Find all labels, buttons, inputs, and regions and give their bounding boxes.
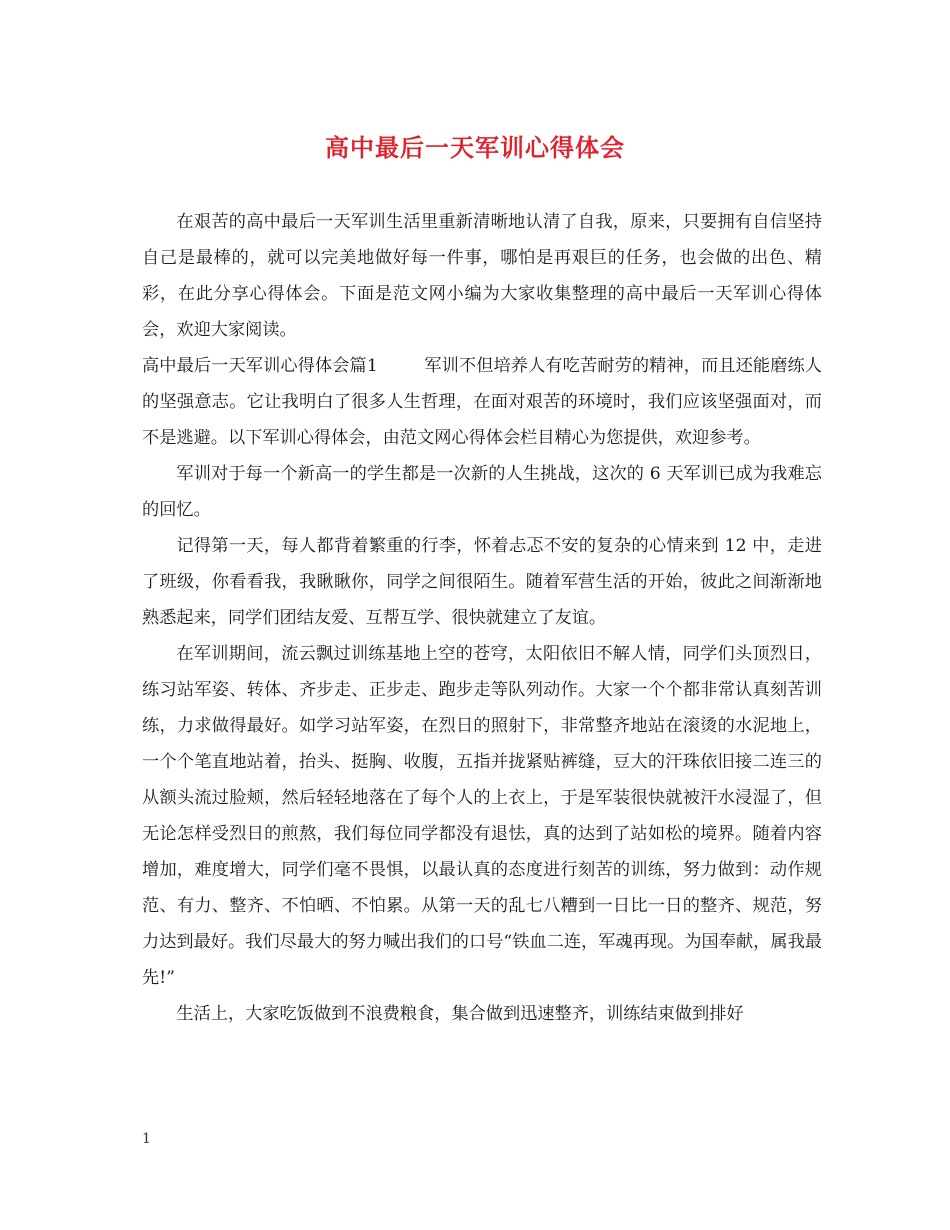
document-title: 高中最后一天军训心得体会 — [325, 133, 625, 162]
document-body — [142, 204, 822, 1032]
body-paragraph-3: 在军训期间，流云飘过训练基地上空的苍穹，太阳依旧不解人情，同学们头顶烈日，练习站军姿、转体、齐步走、正步走、跑步走等队列动作。大家一个个都非常认真刻苦训练，力求做得最好。如学习站军姿，在烈日的照射下，非常整齐地站在滚烫的水泥地上，一个个笔直地站着，抬头、挺胸、收腹，五指并拢紧贴裤缝，豆大的汗珠依旧接二连三的从额头流过脸颊，然后轻轻地落在了每个人的上衣上，于是军装很快就被汗水浸湿了，但无论怎样受烈日的煎熬，我们每位同学都没有退怯，真的达到了站如松的境界。随着内容增加，难度增大，同学们毫不畏惧，以最认真的态度进行刻苦的训练，努力做到：动作规范、有力、整齐、不怕晒、不怕累。从第一天的乱七八糟到一日比一日的整齐、规范，努力达到最好。我们尽最大的努力喊出我们的口号“铁血二连，军魂再现。为国奉献，属我最先!” — [142, 644, 822, 988]
section-heading: 高中最后一天军训心得体会篇1 — [142, 356, 378, 376]
body-paragraph-4: 生活上，大家吃饭做到不浪费粮食，集合做到迅速整齐，训练结束做到排好 — [176, 1004, 744, 1024]
intro-paragraph: 在艰苦的高中最后一天军训生活里重新清晰地认清了自我，原来，只要拥有自信坚持自己是最棒的，就可以完美地做好每一件事，哪怕是再艰巨的任务，也会做的出色、精彩，在此分享心得体会。下面是范文网小编为大家收集整理的高中最后一天军训心得体会，欢迎大家阅读。 — [142, 212, 822, 340]
page-number: 1 — [142, 1131, 151, 1147]
body-paragraph-2: 记得第一天，每人都背着繁重的行李，怀着忐忑不安的复杂的心情来到 12 中，走进了班级，你看看我，我瞅瞅你，同学之间很陌生。随着军营生活的开始，彼此之间渐渐地熟悉起来，同学们团结友爱、互帮互学、很快就建立了友谊。 — [142, 536, 822, 628]
body-paragraph-1: 军训对于每一个新高一的学生都是一次新的人生挑战，这次的 6 天军训已成为我难忘的回忆。 — [142, 464, 822, 520]
section-paragraph — [142, 348, 822, 456]
section-lead: 军训不但培养人有吃苦耐劳的精神，而且还能磨练人的坚强意志。它让我明白了很多人生哲理，在面对艰苦的环境时，我们应该坚强面对，而不是逃避。以下军训心得体会，由范文网心得体会栏目精心为您提供，欢迎参考。 — [142, 356, 822, 448]
